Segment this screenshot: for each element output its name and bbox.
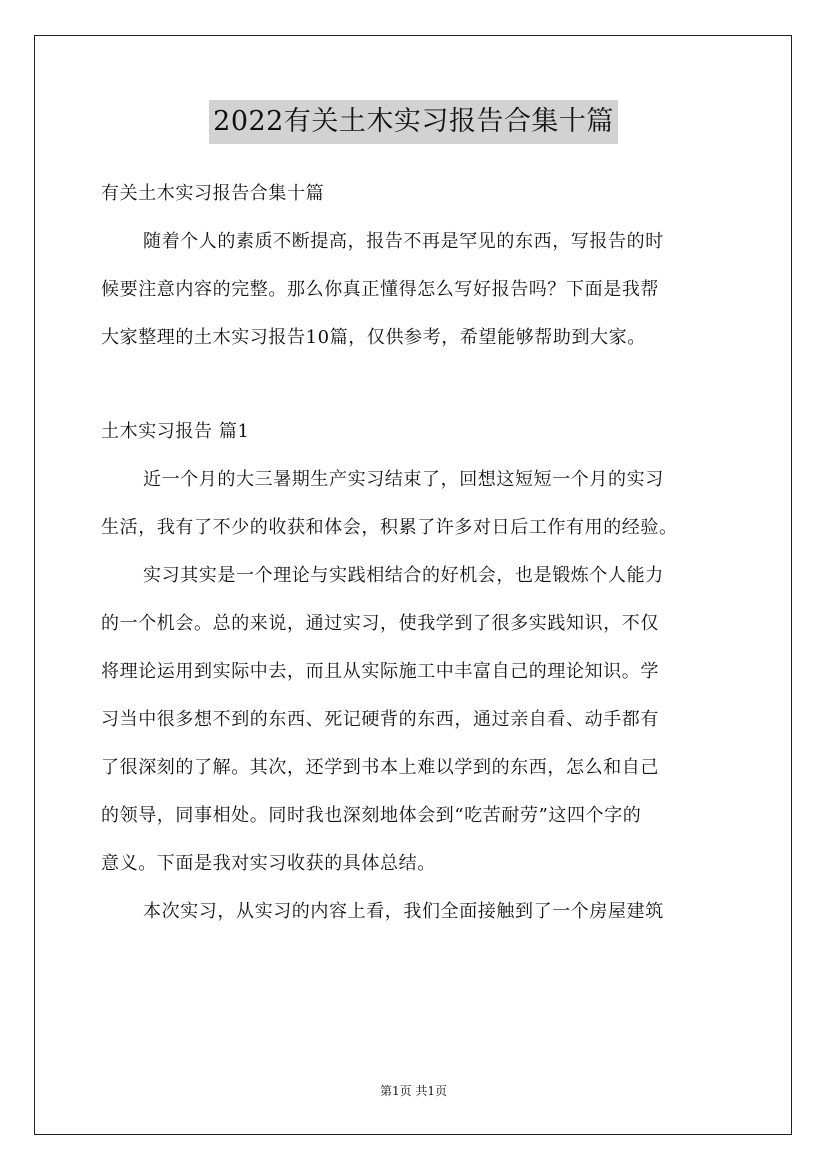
paragraph2-line: 将理论运用到实际中去，而且从实际施工中丰富自己的理论知识。学 [101, 661, 659, 682]
intro-line: 候要注意内容的完整。那么你真正懂得怎么写好报告吗？下面是我帮 [101, 279, 659, 300]
intro-line: 大家整理的土木实习报告10篇，仅供参考，希望能够帮助到大家。 [101, 327, 646, 348]
paragraph2-line: 意义。下面是我对实习收获的具体总结。 [101, 853, 436, 874]
paragraph3-line: 本次实习，从实习的内容上看，我们全面接触到了一个房屋建筑 [143, 901, 664, 922]
title-container [0, 100, 827, 144]
page-footer [0, 1082, 827, 1099]
paragraph1-line: 近一个月的大三暑期生产实习结束了，回想这短短一个月的实习 [143, 469, 664, 490]
paragraph2-line: 实习其实是一个理论与实践相结合的好机会，也是锻炼个人能力 [143, 565, 664, 586]
paragraph2-line: 的一个机会。总的来说，通过实习，使我学到了很多实践知识，不仅 [101, 613, 659, 634]
paragraph1-line: 生活，我有了不少的收获和体会，积累了许多对日后工作有用的经验。 [101, 517, 678, 538]
page-number: 第1页 共1页 [379, 1084, 448, 1098]
paragraph2-line: 的领导，同事相处。同时我也深刻地体会到“吃苦耐劳”这四个字的 [101, 805, 642, 826]
document-subtitle: 有关土木实习报告合集十篇 [101, 183, 325, 204]
paragraph-gap [101, 362, 733, 408]
paragraph2-line: 习当中很多想不到的东西、死记硬背的东西，通过亲自看、动手都有 [101, 709, 659, 730]
document-body [101, 170, 733, 936]
paragraph2-line: 了很深刻的了解。其次，还学到书本上难以学到的东西，怎么和自己 [101, 757, 659, 778]
section-heading: 土木实习报告 篇1 [101, 421, 250, 442]
intro-line: 随着个人的素质不断提高，报告不再是罕见的东西，写报告的时 [143, 231, 664, 252]
document-title: 2022有关土木实习报告合集十篇 [209, 100, 618, 144]
